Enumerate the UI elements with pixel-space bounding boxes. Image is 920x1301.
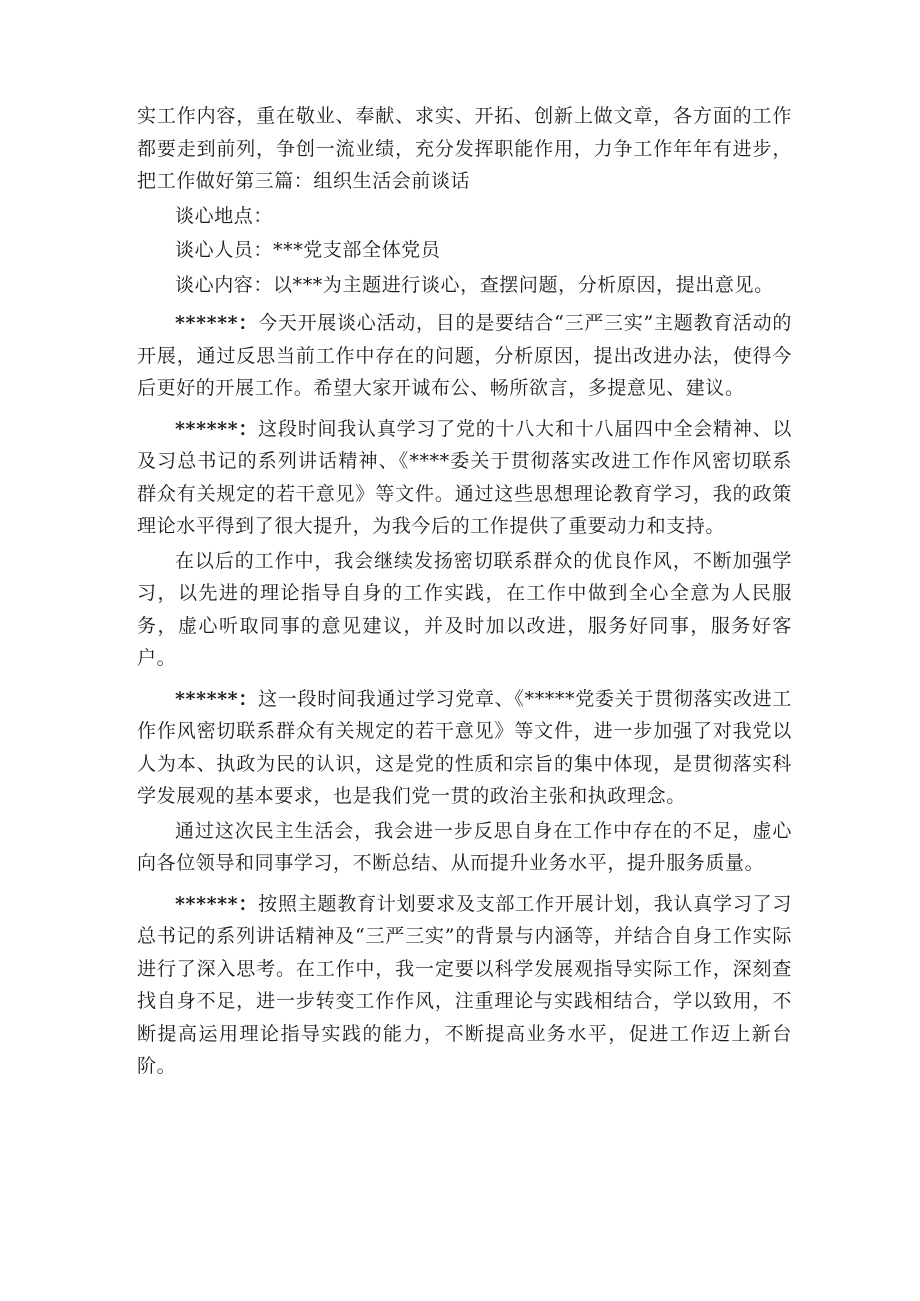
- paragraph-text: 通过这次民主生活会，我会进一步反思自身在工作中存在的不足，虚心向各位领导和同事学习，不断总结、从而提升业务水平，提升服务质量。: [137, 819, 792, 874]
- speaker-label: ******：: [175, 312, 259, 334]
- paragraph-talk-content: [137, 269, 792, 302]
- paragraph-text: 谈心地点：: [175, 204, 274, 227]
- paragraph-statement: [137, 307, 792, 405]
- speaker-label: ******：: [175, 892, 259, 915]
- paragraph-statement: [137, 413, 792, 543]
- paragraph-text: 谈心内容：以***为主题进行谈心，查摆问题，分析原因，提出意见。: [175, 273, 774, 296]
- document-body: [137, 100, 792, 1083]
- speaker-label: ******：: [175, 417, 259, 440]
- paragraph-text: 实工作内容，重在敬业、奉献、求实、开拓、创新上做文章，各方面的工作都要走到前列，争创一流业绩，充分发挥职能作用，力争工作年年有进步，把工作做好第三篇：组织生活会前谈话: [137, 105, 792, 192]
- paragraph-text: 在以后的工作中，我会继续发扬密切联系群众的优良作风，不断加强学习，以先进的理论指导自身的工作实践，在工作中做到全心全意为人民服务，虚心听取同事的意见建议，并及时加以改进，服务好同事，服务好客户。: [137, 549, 792, 669]
- paragraph-text: 谈心人员：***党支部全体党员: [175, 239, 441, 261]
- paragraph-text: 按照主题教育计划要求及支部工作开展计划，我认真学习了习总书记的系列讲话精神及“三严三实”的背景与内涵等，并结合自身工作实际进行了深入思考。在工作中，我一定要以科学发展观指导实际工作，深刻查找自身不足，进一步转变工作作风，注重理论与实践相结合，学以致用，不断提高运用理论指导实践的能力，不断提高业务水平，促进工作迈上新台阶。: [137, 892, 792, 1077]
- paragraph-text: 这段时间我认真学习了党的十八大和十八届四中全会精神、以及习总书记的系列讲话精神、《****委关于贯彻落实改进工作作风密切联系群众有关规定的若干意见》等文件。通过这些思想理论教育学习，我的政策理论水平得到了很大提升，为我今后的工作提供了重要动力和支持。: [137, 417, 792, 537]
- paragraph-talk-location: [137, 200, 792, 233]
- speaker-label: ******：: [175, 687, 259, 710]
- paragraph-text: 今天开展谈心活动，目的是要结合“三严三实”主题教育活动的开展，通过反思当前工作中存在的问题，分析原因，提出改进办法，使得今后更好的开展工作。希望大家开诚布公、畅所欲言，多提意见、建议。: [137, 312, 792, 399]
- paragraph-talk-participants: [137, 234, 792, 267]
- paragraph-statement: [137, 815, 792, 880]
- paragraph-statement: [137, 545, 792, 675]
- paragraph-statement: [137, 683, 792, 813]
- paragraph-continuation: [137, 100, 792, 198]
- paragraph-statement: [137, 888, 792, 1083]
- paragraph-text: 这一段时间我通过学习党章、《*****党委关于贯彻落实改进工作作风密切联系群众有关规定的若干意见》等文件，进一步加强了对我党以人为本、执政为民的认识，这是党的性质和宗旨的集中体现，是贯彻落实科学发展观的基本要求，也是我们党一贯的政治主张和执政理念。: [137, 687, 792, 807]
